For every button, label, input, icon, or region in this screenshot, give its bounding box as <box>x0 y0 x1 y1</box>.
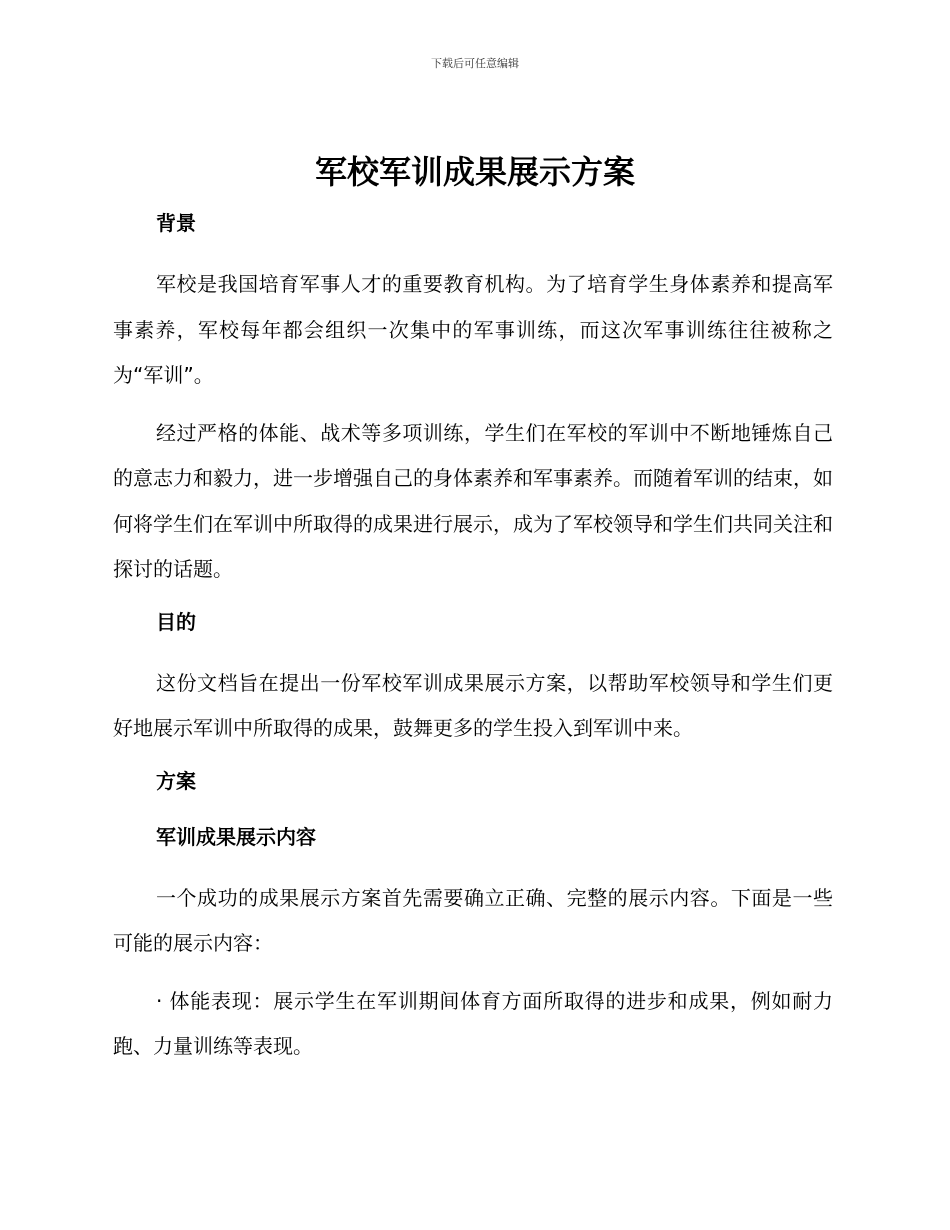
section-heading-content: 军训成果展示内容 <box>156 824 316 849</box>
document-title: 军校军训成果展示方案 <box>314 153 635 191</box>
document-body <box>113 206 833 1082</box>
header-note: 下载后可任意编辑 <box>431 57 519 70</box>
paragraph-content-1: 一个成功的成果展示方案首先需要确立正确、完整的展示内容。下面是一些可能的展示内容： <box>113 885 833 955</box>
section-heading-plan: 方案 <box>156 768 196 793</box>
section-heading-purpose: 目的 <box>156 609 196 634</box>
paragraph-background-2: 经过严格的体能、战术等多项训练，学生们在军校的军训中不断地锤炼自己的意志力和毅力，进一步增强自己的身体素养和军事素养。而随着军训的结束，如何将学生们在军训中所取得的成果进行展示，成为了军校领导和学生们共同关注和探讨的话题。 <box>113 420 833 581</box>
section-heading-background: 背景 <box>156 211 196 235</box>
paragraph-background-1: 军校是我国培育军事人才的重要教育机构。为了培育学生身体素养和提高军事素养，军校每年都会组织一次集中的军事训练，而这次军事训练往往被称之为“军训”。 <box>113 272 833 387</box>
paragraph-purpose-1: 这份文档旨在提出一份军校军训成果展示方案，以帮助军校领导和学生们更好地展示军训中所取得的成果，鼓舞更多的学生投入到军训中来。 <box>113 670 833 740</box>
bullet-item-physical: · 体能表现：展示学生在军训期间体育方面所取得的进步和成果，例如耐力跑、力量训练等表现。 <box>113 988 833 1058</box>
